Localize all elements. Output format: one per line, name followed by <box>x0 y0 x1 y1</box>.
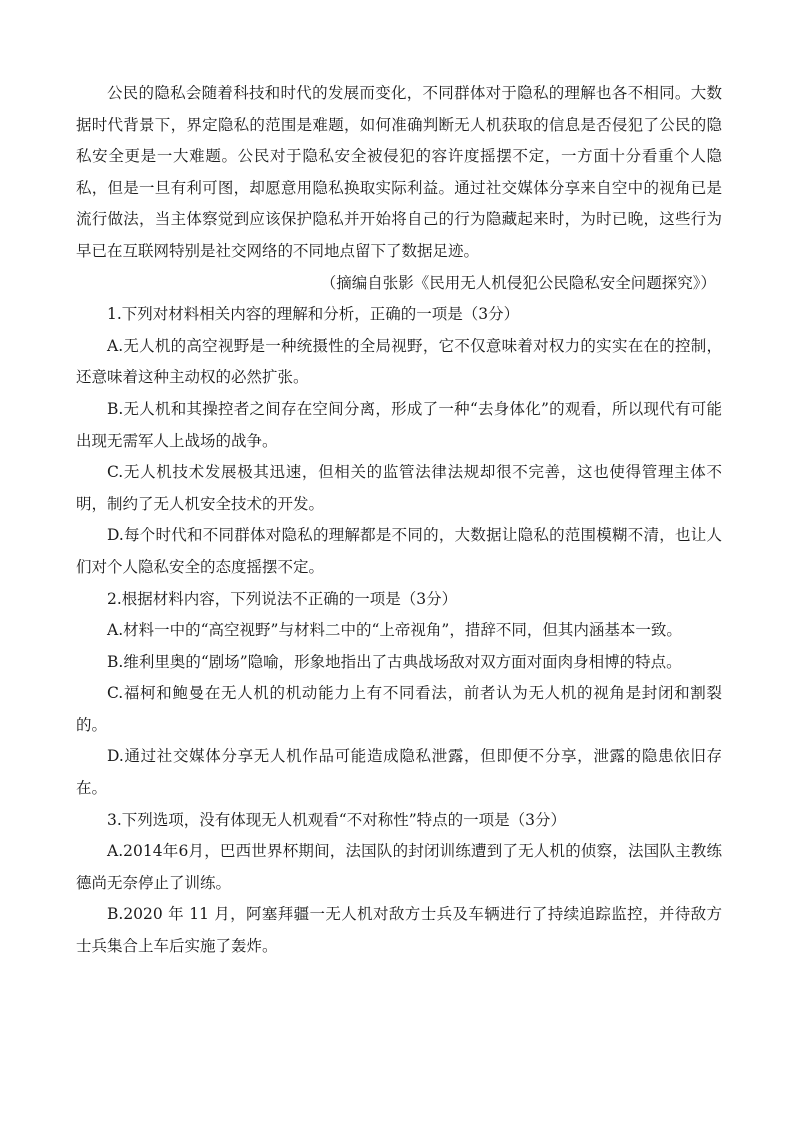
question-1-option-a: A.无人机的高空视野是一种统摄性的全局视野，它不仅意味着对权力的实实在在的控制，还意味着这种主动权的必然扩张。 <box>76 336 722 387</box>
passage-paragraph: 公民的隐私会随着科技和时代的发展而变化，不同群体对于隐私的理解也各不相同。大数据时代背景下，界定隐私的范围是难题，如何准确判断无人机获取的信息是否侵犯了公民的隐私安全更是一大难题。公民对于隐私安全被侵犯的容许度摇摆不定，一方面十分看重个人隐私，但是一旦有利可图，却愿意用隐私换取实际利益。通过社交媒体分享来自空中的视角已是流行做法，当主体察觉到应该保护隐私并开始将自己的行为隐藏起来时，为时已晚，这些行为早已在互联网特别是社交网络的不同地点留下了数据足迹。 <box>76 84 722 260</box>
question-2-option-b: B.维利里奥的“剧场”隐喻，形象地指出了古典战场敌对双方面对面肉身相博的特点。 <box>107 652 682 671</box>
question-stem-1: 1.下列对材料相关内容的理解和分析，正确的一项是（3分） <box>107 305 520 324</box>
question-1-option-c: C.无人机技术发展极其迅速，但相关的监管法律法规却很不完善，这也使得管理主体不明，制约了无人机安全技术的开发。 <box>76 463 722 513</box>
question-stem-3: 3.下列选项，没有体现无人机观看“不对称性”特点的一项是（3分） <box>107 810 567 829</box>
question-2-option-d: D.通过社交媒体分享无人机作品可能造成隐私泄露，但即便不分享，泄露的隐患依旧存在。 <box>76 747 722 798</box>
question-1-option-b: B.无人机和其操控者之间存在空间分离，形成了一种“去身体化”的观看，所以现代有可能出现无需军人上战场的战争。 <box>76 399 722 450</box>
passage-source: （摘编自张影《民用无人机侵犯公民隐私安全问题探究》） <box>320 273 716 292</box>
question-stem-2: 2.根据材料内容，下列说法不正确的一项是（3分） <box>107 589 458 608</box>
question-3-option-b: B.2020 年 11 月，阿塞拜疆一无人机对敌方士兵及车辆进行了持续追踪监控，并待敌方士兵集合上车后实施了轰炸。 <box>76 905 722 956</box>
question-2-option-a: A.材料一中的“高空视野”与材料二中的“上帝视角”，措辞不同，但其内涵基本一致。 <box>107 621 682 640</box>
question-1-option-d: D.每个时代和不同群体对隐私的理解都是不同的，大数据让隐私的范围模糊不清，也让人们对个人隐私安全的态度摇摆不定。 <box>76 526 722 576</box>
question-3-option-a: A.2014年6月，巴西世界杯期间，法国队的封闭训练遭到了无人机的侦察，法国队主教练德尚无奈停止了训练。 <box>76 842 722 892</box>
question-2-option-c: C.福柯和鲍曼在无人机的机动能力上有不同看法，前者认为无人机的视角是封闭和割裂的。 <box>76 684 722 734</box>
document-page <box>76 78 722 963</box>
